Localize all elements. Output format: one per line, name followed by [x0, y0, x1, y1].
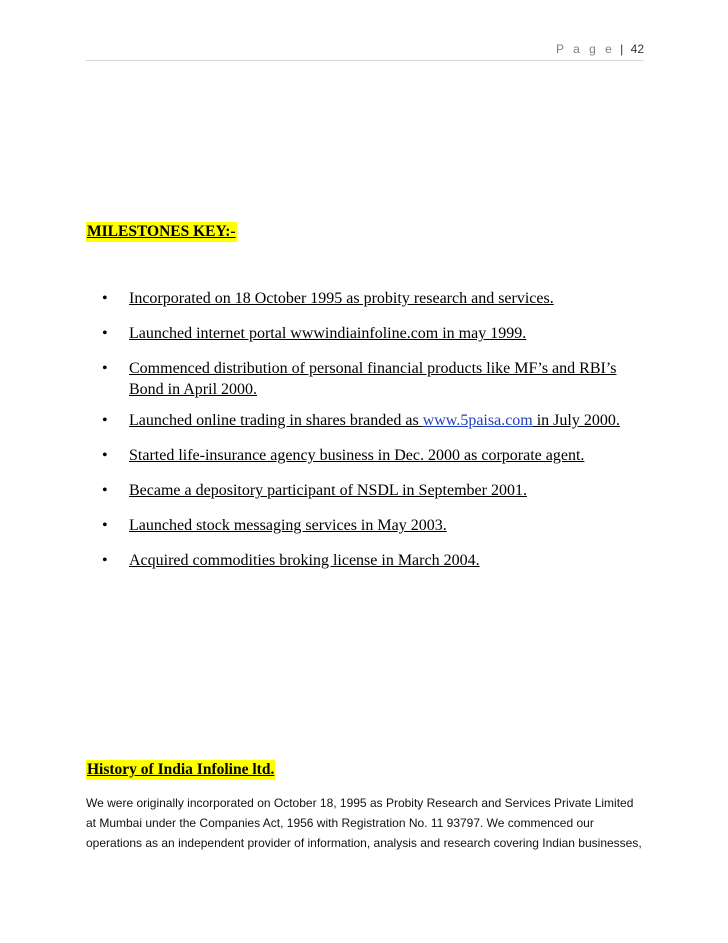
milestone-text: Launched internet portal wwwindiainfoline.com in may 1999.: [129, 325, 527, 342]
milestone-text: Commenced distribution of personal financial products like MF’s and RBI’s Bond in April 2000.: [129, 360, 617, 398]
milestone-item: [86, 480, 646, 501]
page-number: 42: [630, 42, 644, 56]
bullet-icon: •: [102, 412, 108, 429]
bullet-icon: •: [102, 552, 108, 569]
milestone-text: Incorporated on 18 October 1995 as probity research and services.: [129, 290, 554, 307]
milestone-text: Launched stock messaging services in May 2003.: [129, 517, 447, 534]
header-rule: [86, 60, 644, 61]
milestone-link[interactable]: www.5paisa.com: [422, 412, 533, 429]
milestone-item: [86, 323, 646, 344]
milestone-text: Started life-insurance agency business in Dec. 2000 as corporate agent.: [129, 447, 585, 464]
page-label: P a g e: [556, 42, 615, 56]
bullet-icon: •: [102, 325, 108, 342]
bullet-icon: •: [102, 482, 108, 499]
history-heading: History of India Infoline ltd.: [87, 761, 275, 778]
bullet-icon: •: [102, 517, 108, 534]
milestone-item: [86, 410, 646, 431]
milestones-list: [86, 288, 646, 585]
bullet-icon: •: [102, 290, 108, 307]
milestone-text: Acquired commodities broking license in March 2004.: [129, 552, 480, 569]
bullet-icon: •: [102, 447, 108, 464]
milestone-text-before: Launched online trading in shares branded as: [129, 412, 423, 429]
page-header: [86, 42, 644, 56]
milestone-text: Became a depository participant of NSDL in September 2001.: [129, 482, 527, 499]
bullet-icon: •: [102, 360, 108, 377]
milestone-item: [86, 515, 646, 536]
milestone-text-after: in July 2000.: [532, 412, 620, 429]
history-line: We were originally incorporated on October 18, 1995 as Probity Research and Services Private Limited: [86, 796, 634, 810]
milestones-heading: MILESTONES KEY:-: [87, 223, 236, 240]
milestone-item: [86, 288, 646, 309]
milestone-item: [86, 358, 646, 400]
milestone-item: [86, 445, 646, 466]
history-paragraph: [86, 793, 646, 853]
history-line: at Mumbai under the Companies Act, 1956 with Registration No. 11 93797. We commenced our: [86, 816, 594, 830]
history-line: operations as an independent provider of information, analysis and research covering Indian businesses,: [86, 836, 642, 850]
milestone-item: [86, 550, 646, 571]
page-separator: |: [620, 42, 624, 56]
